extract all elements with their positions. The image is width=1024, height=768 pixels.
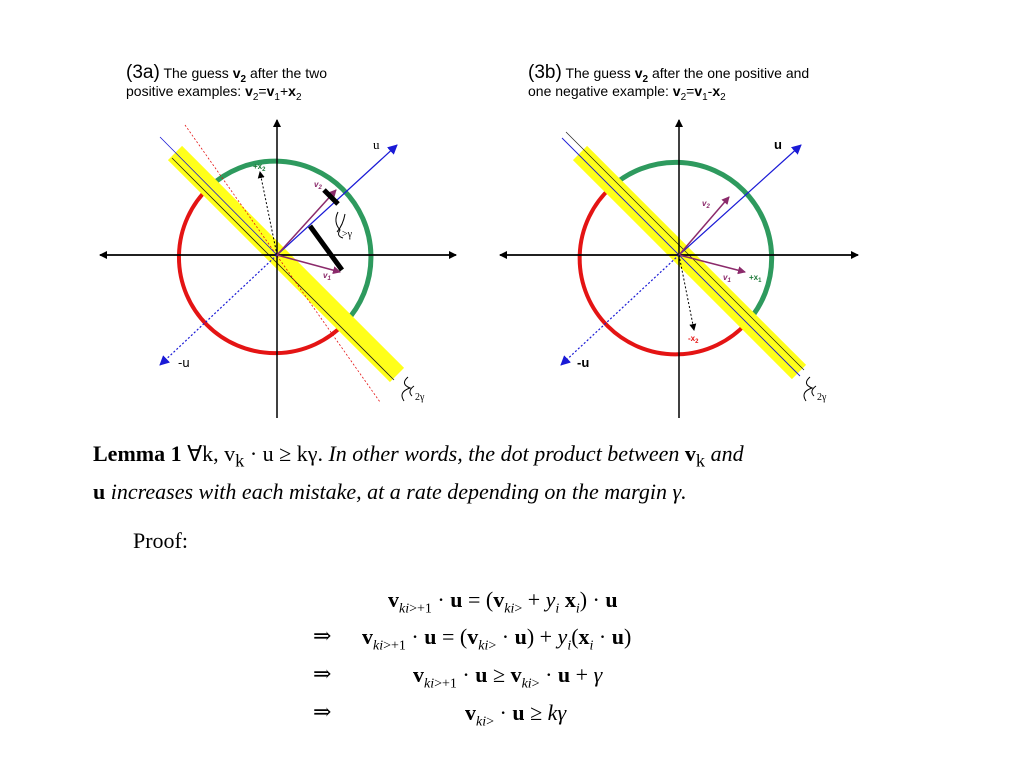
v2-vector xyxy=(277,190,336,255)
implies-arrow: ⇒ xyxy=(313,662,332,687)
caption-tag: (3b) xyxy=(528,62,562,83)
label-x2: $+x_2$ xyxy=(253,162,266,173)
label-v1: $v_1$ xyxy=(723,273,731,284)
label-2gamma: 2γ xyxy=(415,392,425,403)
label-v2: $v_2$ xyxy=(314,180,322,191)
diagram-3a xyxy=(100,120,456,418)
caption-tag: (3a) xyxy=(126,62,160,83)
proof-line-4: $v_{ki>} \cdot u \ge k\gamma$ xyxy=(465,700,567,730)
implies-arrow: ⇒ xyxy=(313,624,332,649)
margin-band xyxy=(175,153,397,375)
proof-line-2: $v_{ki>+1} \cdot u = (v_{ki>} \cdot u) + y_i(x_i \cdot u)$ xyxy=(362,624,632,654)
caption-3b: (3b) The guess $v_2$ after the one positive and one negative example: $v_2=v_1-x_2$ xyxy=(528,62,810,103)
label-x1: $+x_1$ xyxy=(749,273,762,284)
label-neg-u: -u xyxy=(577,355,590,370)
label-u: u xyxy=(774,137,782,152)
diagram-3b xyxy=(500,120,858,418)
green-arc xyxy=(611,162,771,322)
label-u: u xyxy=(373,137,380,152)
separator-line xyxy=(562,138,800,376)
label-neg-x2: $-x_2$ xyxy=(688,334,699,345)
label-v1: $v_1$ xyxy=(323,271,331,282)
lemma-statement: Lemma 1 ∀k, $v_k \cdot u \ge k\gamma$. In other words, the dot product between $v_k$ and u increases with each mistake, at a rate depending on the margin γ. xyxy=(93,441,744,505)
proof-label: Proof: xyxy=(133,528,188,553)
label-v2: $v_2$ xyxy=(702,199,710,210)
neg-u-vector xyxy=(160,255,277,365)
implies-arrow: ⇒ xyxy=(313,700,332,725)
proof-line-3: $v_{ki>+1} \cdot u \ge v_{ki>} \cdot u + \gamma$ xyxy=(413,662,603,692)
green-arc xyxy=(209,161,371,323)
label-2gamma: 2γ xyxy=(817,392,827,403)
label-neg-u: -u xyxy=(178,355,190,370)
red-arc xyxy=(580,187,747,354)
proof-line-1: $v_{ki>+1} \cdot u = (v_{ki>} + y_i$ $x_i) \cdot u$ xyxy=(388,587,618,617)
separator-line xyxy=(185,125,380,402)
u-vector xyxy=(679,145,801,255)
caption-3a: (3a) The guess $v_2$ after the two positive examples: $v_2=v_1+x_2$ xyxy=(126,62,327,103)
lemma-heading: Lemma 1 xyxy=(93,441,182,466)
red-arc xyxy=(179,187,345,353)
label-gt-gamma: >γ xyxy=(342,229,353,240)
